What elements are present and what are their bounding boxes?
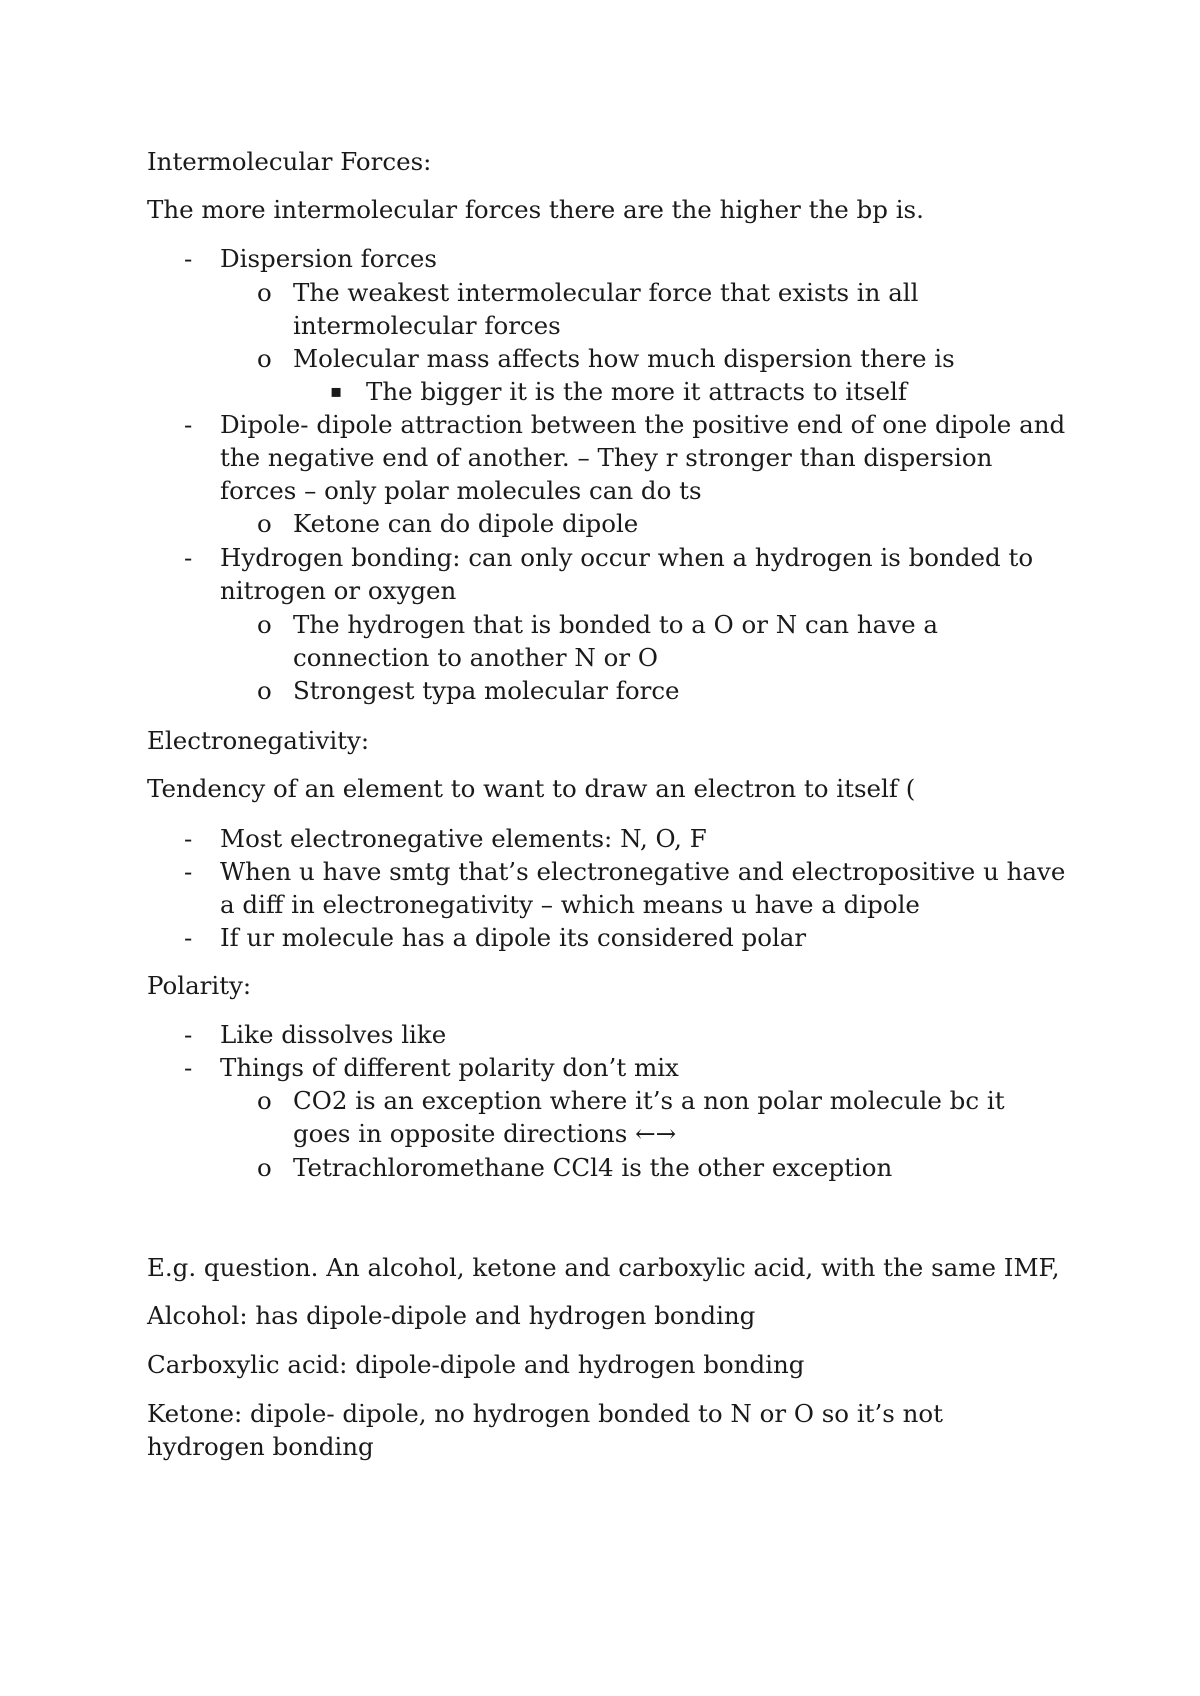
list-marker-circle: o bbox=[257, 610, 272, 639]
list-subsubitem-bigger: The bigger it is the more it attracts to itself bbox=[366, 377, 907, 406]
paragraph-ketone-cont: hydrogen bonding bbox=[147, 1432, 374, 1461]
list-marker-circle: o bbox=[257, 1153, 272, 1182]
list-marker-circle: o bbox=[257, 509, 272, 538]
list-subitem-molecular-mass: Molecular mass affects how much dispersion there is bbox=[293, 344, 955, 373]
list-item-polar: If ur molecule has a dipole its considered polar bbox=[220, 923, 807, 952]
list-item-dipole: Dipole- dipole attraction between the positive end of one dipole and bbox=[220, 410, 1066, 439]
list-marker-dash: - bbox=[184, 410, 193, 439]
list-subitem-co2-cont: goes in opposite directions ←→ bbox=[293, 1119, 677, 1148]
paragraph-intermolecular-intro: The more intermolecular forces there are the higher the bp is. bbox=[147, 195, 924, 224]
list-marker-circle: o bbox=[257, 1086, 272, 1115]
list-item-hydrogen-bonding: Hydrogen bonding: can only occur when a hydrogen is bonded to bbox=[220, 543, 1034, 572]
list-item-dipole-cont: the negative end of another. – They r stronger than dispersion bbox=[220, 443, 993, 472]
list-subitem-ketone: Ketone can do dipole dipole bbox=[293, 509, 639, 538]
list-marker-dash: - bbox=[184, 244, 193, 273]
list-subitem-weakest-cont: intermolecular forces bbox=[293, 311, 561, 340]
paragraph-alcohol: Alcohol: has dipole-dipole and hydrogen bonding bbox=[147, 1301, 756, 1330]
list-item-hydrogen-bonding-cont: nitrogen or oxygen bbox=[220, 576, 457, 605]
list-subitem-co2: CO2 is an exception where it’s a non polar molecule bc it bbox=[293, 1086, 1005, 1115]
list-item-electropositive-cont: a diff in electronegativity – which means u have a dipole bbox=[220, 890, 920, 919]
list-item-like-dissolves-like: Like dissolves like bbox=[220, 1020, 447, 1049]
list-subitem-hydrogen-bonded: The hydrogen that is bonded to a O or N can have a bbox=[293, 610, 938, 639]
paragraph-example-question: E.g. question. An alcohol, ketone and carboxylic acid, with the same IMF, bbox=[147, 1253, 1060, 1282]
list-marker-dash: - bbox=[184, 923, 193, 952]
list-marker-circle: o bbox=[257, 676, 272, 705]
list-item-electropositive: When u have smtg that’s electronegative and electropositive u have bbox=[220, 857, 1066, 886]
section-heading-electronegativity: Electronegativity: bbox=[147, 726, 370, 755]
list-subitem-strongest: Strongest typa molecular force bbox=[293, 676, 680, 705]
list-subitem-ccl4: Tetrachloromethane CCl4 is the other exception bbox=[293, 1153, 893, 1182]
paragraph-carboxylic-acid: Carboxylic acid: dipole-dipole and hydrogen bonding bbox=[147, 1350, 805, 1379]
paragraph-electronegativity-intro: Tendency of an element to want to draw an electron to itself ( bbox=[147, 774, 916, 803]
list-marker-dash: - bbox=[184, 824, 193, 853]
list-subitem-weakest: The weakest intermolecular force that exists in all bbox=[293, 278, 919, 307]
list-marker-square: ▪ bbox=[330, 381, 343, 402]
list-marker-dash: - bbox=[184, 857, 193, 886]
paragraph-ketone: Ketone: dipole- dipole, no hydrogen bonded to N or O so it’s not bbox=[147, 1399, 944, 1428]
section-heading-polarity: Polarity: bbox=[147, 971, 252, 1000]
list-marker-circle: o bbox=[257, 344, 272, 373]
list-item-dispersion: Dispersion forces bbox=[220, 244, 437, 273]
list-marker-dash: - bbox=[184, 1053, 193, 1082]
list-marker-dash: - bbox=[184, 543, 193, 572]
list-subitem-hydrogen-bonded-cont: connection to another N or O bbox=[293, 643, 658, 672]
list-marker-circle: o bbox=[257, 278, 272, 307]
section-heading-intermolecular: Intermolecular Forces: bbox=[147, 147, 432, 176]
list-item-dipole-cont: forces – only polar molecules can do ts bbox=[220, 476, 702, 505]
list-item-most-electronegative: Most electronegative elements: N, O, F bbox=[220, 824, 707, 853]
list-marker-dash: - bbox=[184, 1020, 193, 1049]
list-item-different-polarity: Things of different polarity don’t mix bbox=[220, 1053, 679, 1082]
